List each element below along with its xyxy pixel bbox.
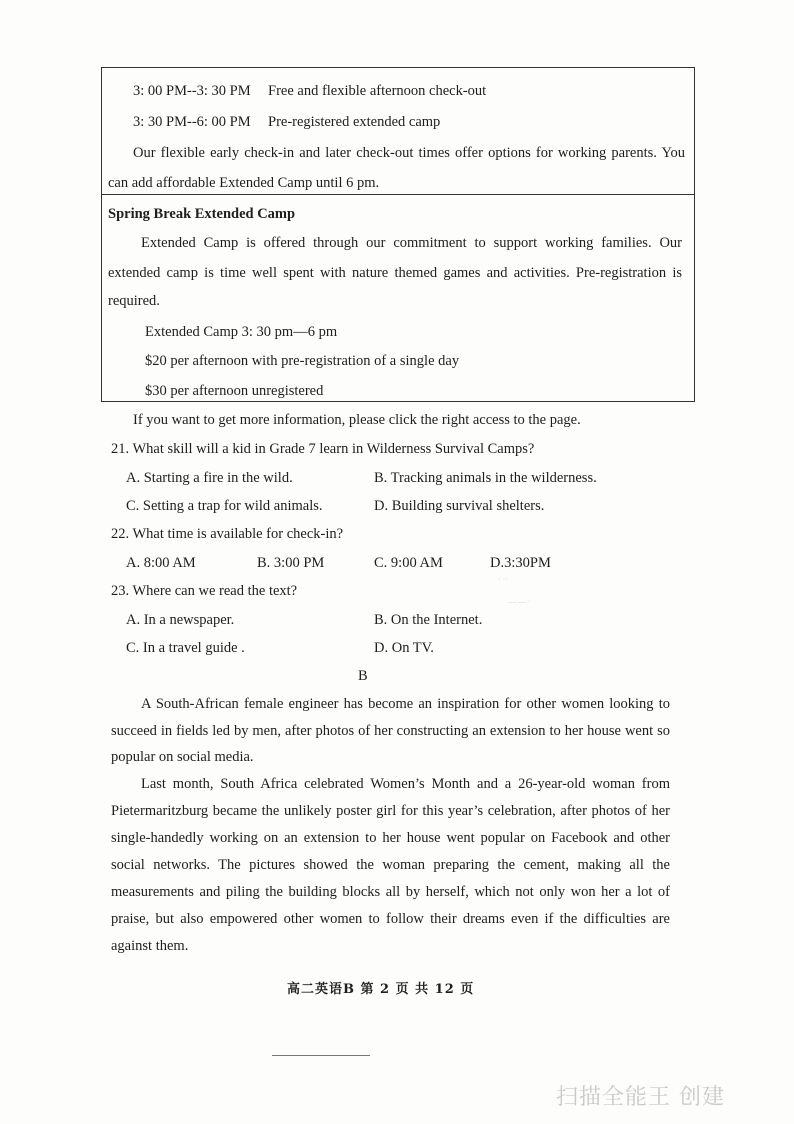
schedule-paragraph-line-2: can add affordable Extended Camp until 6 pm. [108, 175, 380, 191]
question-23-option-a: A. In a newspaper. [126, 612, 235, 628]
passage-b-p2-line-1: Last month, South Africa celebrated Women’s Month and a 26-year-old woman from [141, 776, 670, 792]
extended-camp-price-registered: $20 per afternoon with pre-registration of a single day [145, 353, 460, 369]
question-22-option-d: D.3:30PM [490, 555, 551, 571]
extended-camp-heading: Spring Break Extended Camp [108, 206, 296, 222]
question-22-option-c: C. 9:00 AM [374, 555, 443, 571]
question-22-option-a: A. 8:00 AM [126, 555, 196, 571]
question-21-option-d: D. Building survival shelters. [374, 498, 545, 514]
passage-b-p2-line-6: praise, but also empowered other women to follow their dreams even if the difficulties are [111, 911, 670, 927]
question-23-option-b: B. On the Internet. [374, 612, 483, 628]
passage-b-p2-line-7: against them. [111, 938, 189, 954]
scan-smudge: · ·· [498, 575, 508, 584]
question-23-stem: 23. Where can we read the text? [111, 583, 298, 599]
extended-camp-hours: Extended Camp 3: 30 pm—6 pm [145, 324, 338, 340]
passage-b-p2-line-2: Pietermaritzburg became the unlikely poster girl for this year’s celebration, after photos of her [111, 803, 670, 819]
passage-b-p1-line-1: A South-African female engineer has become an inspiration for other women looking to [141, 696, 670, 712]
question-21-option-a: A. Starting a fire in the wild. [126, 470, 293, 486]
info-line: If you want to get more information, please click the right access to the page. [133, 412, 581, 428]
schedule-row-2-desc: Pre-registered extended camp [268, 114, 441, 130]
scanner-watermark: 扫描全能王 创建 [556, 1085, 725, 1110]
extended-paragraph-line-1: Extended Camp is offered through our commitment to support working families. Our [141, 235, 682, 251]
question-22-option-b: B. 3:00 PM [257, 555, 325, 571]
passage-b-p2-line-5: measurements and piling the building blocks all by herself, which not only won her a lot of [111, 884, 670, 900]
passage-b-p2-line-4: social networks. The pictures showed the woman preparing the cement, making all the [111, 857, 670, 873]
passage-b-p1-line-2: succeed in fields led by men, after photos of her constructing an extension to her house went so [111, 723, 670, 739]
question-21-stem: 21. What skill will a kid in Grade 7 learn in Wilderness Survival Camps? [111, 441, 535, 457]
passage-b-p2-line-3: single-handedly working on an extension to her house went popular on Facebook and other [111, 830, 670, 846]
question-23-option-c: C. In a travel guide . [126, 640, 245, 656]
section-b-label: B [358, 668, 368, 684]
passage-b-p1-line-3: popular on social media. [111, 749, 254, 765]
question-23-option-d: D. On TV. [374, 640, 434, 656]
scan-smudge: — — · [508, 597, 531, 606]
question-21-option-c: C. Setting a trap for wild animals. [126, 498, 323, 514]
schedule-row-1-desc: Free and flexible afternoon check-out [268, 83, 487, 99]
schedule-row-1-time: 3: 00 PM--3: 30 PM [133, 83, 251, 99]
bottom-rule [272, 1055, 370, 1056]
question-21-option-b: B. Tracking animals in the wilderness. [374, 470, 597, 486]
page-footer: 高二英语B 第 2 页 共 12 页 [287, 982, 475, 997]
extended-camp-price-unregistered: $30 per afternoon unregistered [145, 383, 324, 399]
extended-paragraph-line-3: required. [108, 293, 160, 309]
extended-paragraph-line-2: extended camp is time well spent with nature themed games and activities. Pre-registration is [108, 265, 682, 281]
extended-camp-box [101, 194, 695, 402]
schedule-row-2-time: 3: 30 PM--6: 00 PM [133, 114, 251, 130]
schedule-paragraph-line-1: Our flexible early check-in and later check-out times offer options for working parents. You [133, 145, 685, 161]
question-22-stem: 22. What time is available for check-in? [111, 526, 344, 542]
